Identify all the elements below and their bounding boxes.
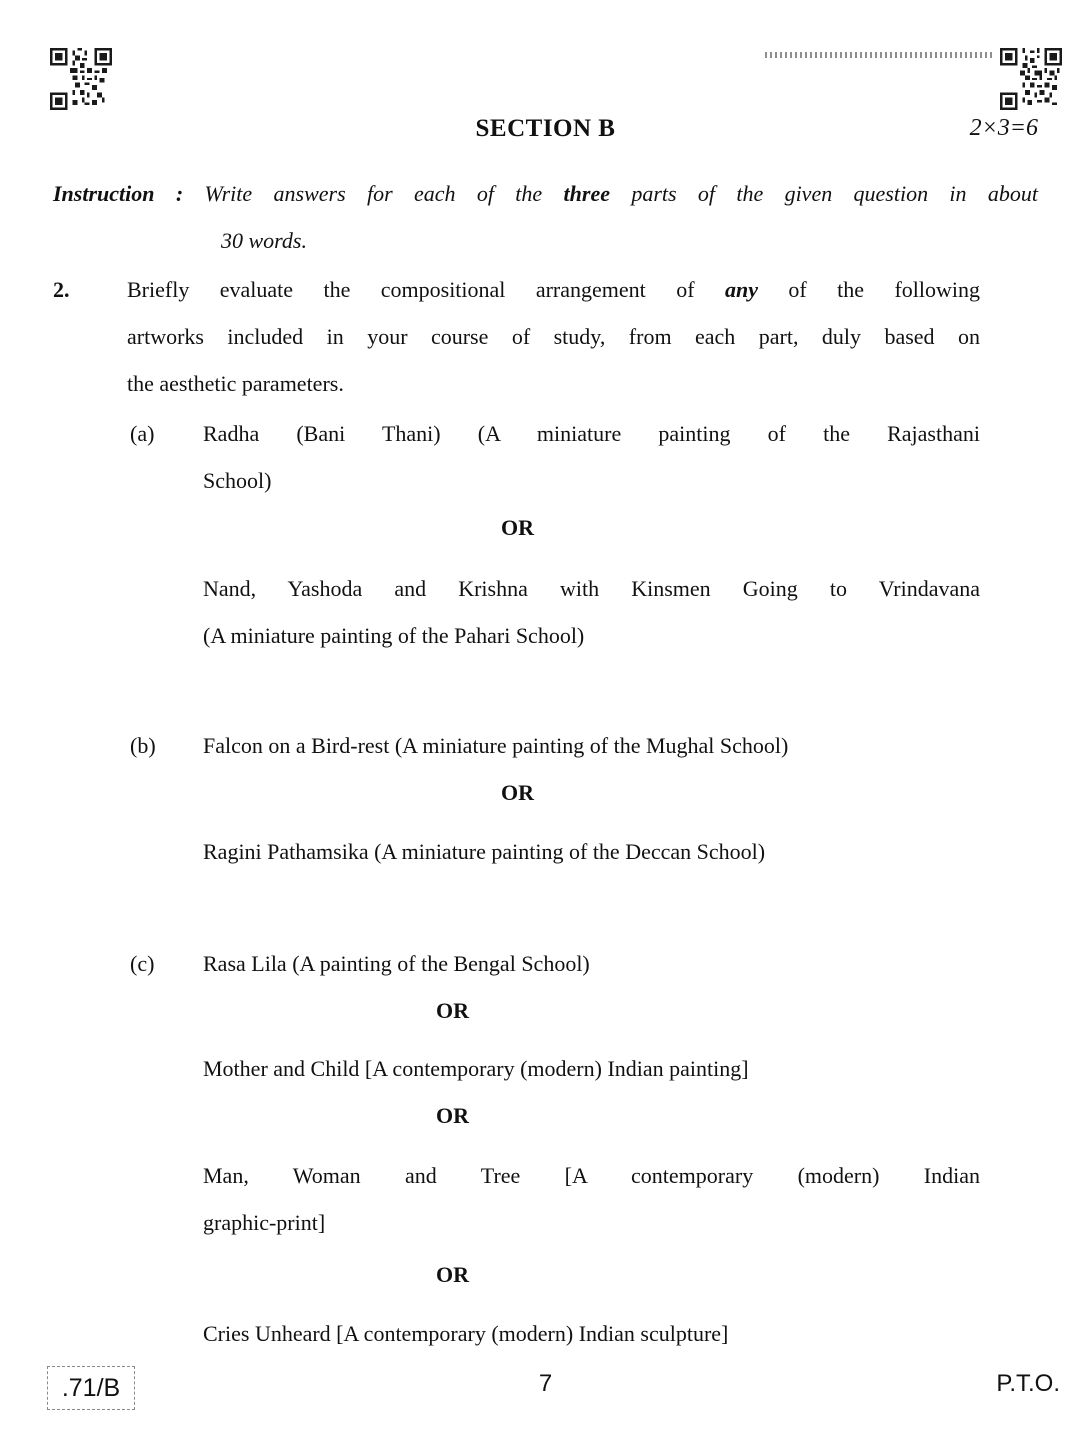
instruction-label: Instruction :	[53, 181, 184, 206]
instruction-text: Write answers for each of the	[183, 181, 564, 206]
question-part-b	[53, 722, 1038, 875]
option-line: Falcon on a Bird-rest (A miniature painting of the Mughal School)	[203, 733, 789, 758]
option-line: Rasa Lila (A painting of the Bengal School)	[203, 951, 590, 976]
question-block	[53, 266, 1038, 407]
or-separator: OR	[436, 998, 469, 1023]
paper-code-box: .71/B	[47, 1366, 135, 1410]
artwork-option	[203, 565, 980, 659]
option-line: Ragini Pathamsika (A miniature painting of the Deccan School)	[203, 839, 766, 864]
instruction-text: parts of the given question in about	[609, 181, 1038, 206]
option-line: Radha (Bani Thani) (A miniature painting of the Rajasthani	[203, 421, 980, 446]
artwork-option	[203, 1152, 980, 1246]
section-heading-row	[53, 105, 1038, 152]
or-separator: OR	[501, 515, 534, 540]
part-label: (c)	[130, 951, 155, 976]
question-bold-word: any	[724, 277, 758, 302]
artwork-option	[203, 828, 980, 875]
or-separator: OR	[436, 1262, 469, 1287]
question-part-c	[53, 940, 1038, 1357]
instruction-line: 30 words.	[221, 228, 307, 253]
question-line	[127, 266, 980, 313]
artwork-option	[203, 940, 980, 987]
option-line: Cries Unheard [A contemporary (modern) Indian sculpture]	[203, 1321, 729, 1346]
artwork-option	[203, 410, 980, 504]
instruction-line	[53, 170, 1038, 217]
section-title: SECTION B	[475, 115, 616, 142]
pto-label: P.T.O.	[996, 1370, 1060, 1397]
instruction-block	[53, 170, 1038, 264]
option-line: (A miniature painting of the Pahari School)	[203, 623, 585, 648]
option-line: Man, Woman and Tree [A contemporary (modern) Indian	[203, 1163, 980, 1188]
option-line: graphic-print]	[203, 1210, 326, 1235]
option-line: School)	[203, 468, 272, 493]
page-number: 7	[538, 1370, 553, 1397]
part-label: (b)	[130, 733, 156, 758]
or-separator: OR	[501, 780, 534, 805]
instruction-bold-word: three	[563, 181, 610, 206]
option-line: Nand, Yashoda and Krishna with Kinsmen Going to Vrindavana	[203, 576, 980, 601]
artwork-option	[203, 1310, 980, 1357]
artwork-option	[203, 1045, 980, 1092]
artwork-option	[203, 722, 980, 769]
question-line: the aesthetic parameters.	[127, 371, 344, 396]
question-line: artworks included in your course of study, from each part, duly based on	[127, 324, 980, 349]
option-line: Mother and Child [A contemporary (modern) Indian painting]	[203, 1056, 749, 1081]
content-column	[53, 0, 1038, 1357]
question-text: of the following	[757, 277, 980, 302]
marks-note: 2×3=6	[969, 115, 1038, 141]
question-number: 2.	[53, 277, 70, 302]
part-label: (a)	[130, 421, 155, 446]
question-part-a	[53, 410, 1038, 659]
question-text: Briefly evaluate the compositional arrangement of	[127, 277, 725, 302]
or-separator: OR	[436, 1103, 469, 1128]
